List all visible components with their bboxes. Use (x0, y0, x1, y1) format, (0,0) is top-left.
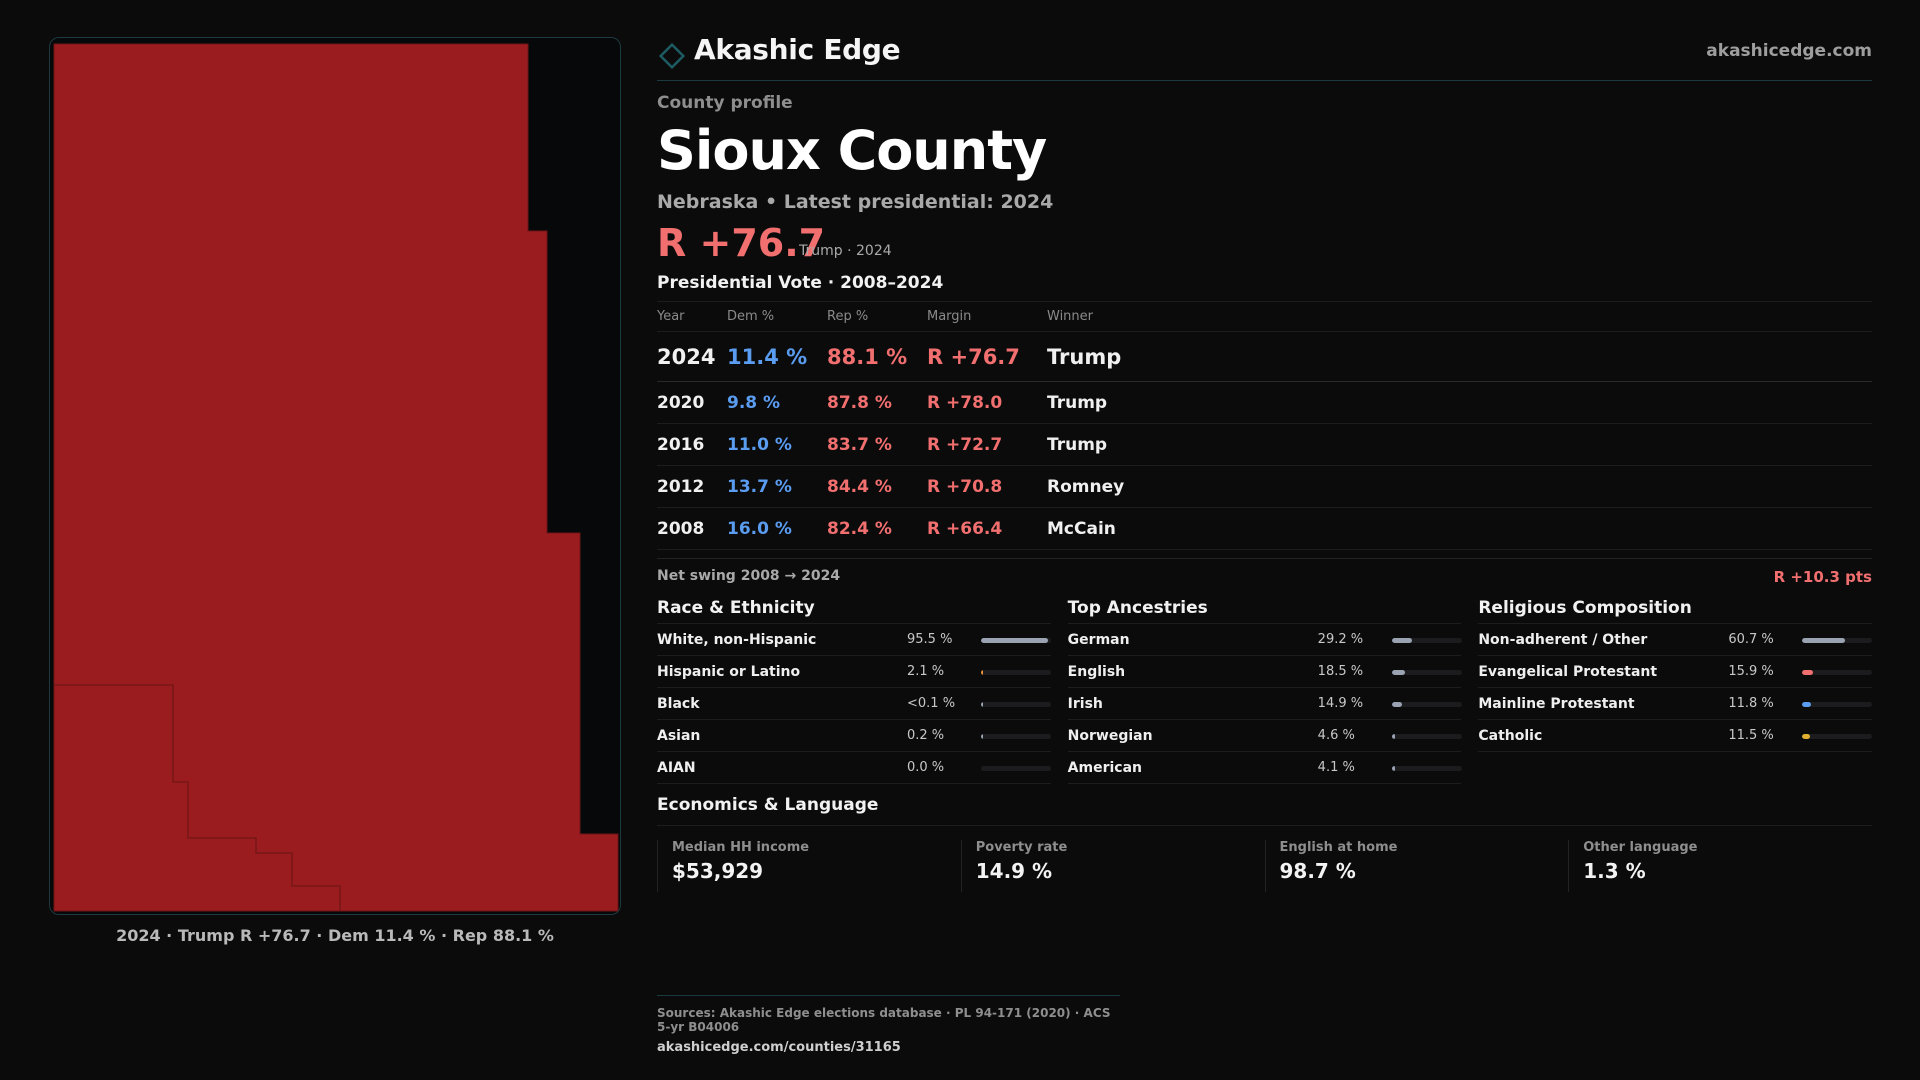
sources-footer (657, 995, 1120, 1055)
county-subtitle: Nebraska • Latest presidential: 2024 (657, 191, 1054, 213)
econ-cell (961, 840, 1265, 892)
swing-value: R +10.3 pts (1773, 568, 1872, 586)
stat-label: White, non-Hispanic (657, 632, 817, 648)
religion-title: Religious Composition (1478, 596, 1872, 624)
stat-value: 14.9 % (1317, 696, 1364, 711)
stat-value: 4.6 % (1317, 728, 1355, 743)
economics-title: Economics & Language (657, 792, 1872, 826)
stat-value: 11.8 % (1728, 696, 1774, 711)
county-shape (50, 38, 621, 915)
stat-row (657, 624, 1051, 656)
econ-value: 98.7 % (1279, 859, 1356, 883)
stat-row (657, 720, 1051, 752)
stat-bar-track (1802, 734, 1872, 739)
stat-row (657, 752, 1051, 784)
economics-grid (657, 840, 1872, 892)
profile-label: County profile (657, 93, 793, 113)
stat-bar-track (1392, 766, 1462, 771)
cell-winner: Trump (1047, 424, 1872, 466)
presidential-table (657, 301, 1872, 550)
stat-value: 15.9 % (1728, 664, 1774, 679)
econ-value: $53,929 (672, 859, 764, 883)
sources-url[interactable]: akashicedge.com/counties/31165 (657, 1040, 901, 1055)
page-title: Sioux County (657, 119, 1047, 182)
stat-value: 60.7 % (1728, 632, 1774, 647)
cell-margin: R +76.7 (927, 332, 1047, 382)
race-title: Race & Ethnicity (657, 596, 1051, 624)
cell-rep: 84.4 % (827, 466, 927, 508)
stat-bar-fill (1392, 734, 1395, 739)
stat-label: Asian (657, 728, 701, 744)
stat-bar-track (981, 766, 1051, 771)
stat-row (657, 688, 1051, 720)
stat-bar-fill (981, 734, 983, 739)
stat-bar-track (981, 702, 1051, 707)
stat-label: American (1067, 760, 1143, 776)
cell-rep: 83.7 % (827, 424, 927, 466)
cell-dem: 9.8 % (727, 382, 827, 424)
stat-bar-fill (1392, 766, 1395, 771)
race-block (657, 596, 1051, 784)
map-caption: 2024 · Trump R +76.7 · Dem 11.4 % · Rep 88.1 % (116, 926, 554, 945)
profile-panel (657, 33, 1872, 892)
stat-bar-track (1392, 734, 1462, 739)
stat-bar-track (1392, 638, 1462, 643)
econ-label: English at home (1279, 840, 1398, 855)
ancestry-title: Top Ancestries (1068, 596, 1462, 624)
stat-bar-track (1802, 638, 1872, 643)
stat-label: Catholic (1478, 728, 1543, 744)
cell-winner: Trump (1047, 332, 1872, 382)
ancestry-block (1068, 596, 1462, 784)
table-row (657, 332, 1872, 382)
brand-url[interactable]: akashicedge.com (1706, 41, 1872, 61)
header-year: Year (657, 302, 727, 332)
stat-bar-fill (1802, 702, 1810, 707)
cell-winner: Trump (1047, 382, 1872, 424)
cell-year: 2024 (657, 332, 727, 382)
stat-bar-fill (981, 670, 983, 675)
brand-name[interactable]: Akashic Edge (694, 33, 901, 66)
header-rep: Rep % (827, 302, 927, 332)
header (657, 33, 1872, 81)
stat-value: 11.5 % (1728, 728, 1774, 743)
stat-label: Hispanic or Latino (657, 664, 801, 680)
religion-block (1478, 596, 1872, 784)
stat-row (1068, 624, 1462, 656)
cell-rep: 82.4 % (827, 508, 927, 550)
stat-bar-fill (981, 638, 1048, 643)
cell-dem: 11.4 % (727, 332, 827, 382)
stat-row (1478, 624, 1872, 656)
stat-bar-fill (1802, 638, 1844, 643)
econ-label: Poverty rate (975, 840, 1068, 855)
stat-bar-fill (1802, 670, 1813, 675)
stat-row (1068, 720, 1462, 752)
stat-label: AIAN (657, 760, 696, 776)
diamond-logo-icon (659, 43, 685, 69)
stat-label: Norwegian (1067, 728, 1153, 744)
stat-row (1478, 688, 1872, 720)
stat-value: <0.1 % (907, 696, 956, 711)
swing-label: Net swing 2008 → 2024 (657, 568, 841, 584)
cell-year: 2008 (657, 508, 727, 550)
cell-dem: 16.0 % (727, 508, 827, 550)
stat-bar-fill (1392, 702, 1402, 707)
cell-winner: Romney (1047, 466, 1872, 508)
cell-margin: R +72.7 (927, 424, 1047, 466)
stat-label: English (1067, 664, 1126, 680)
table-row (657, 508, 1872, 550)
county-map[interactable] (49, 37, 621, 915)
stat-row (657, 656, 1051, 688)
stat-bar-track (981, 670, 1051, 675)
stat-value: 29.2 % (1317, 632, 1364, 647)
table-row (657, 382, 1872, 424)
stat-value: 18.5 % (1317, 664, 1364, 679)
cell-rep: 88.1 % (827, 332, 927, 382)
stat-bar-track (1802, 702, 1872, 707)
cell-margin: R +78.0 (927, 382, 1047, 424)
cell-dem: 11.0 % (727, 424, 827, 466)
presidential-title: Presidential Vote · 2008–2024 (657, 273, 944, 293)
stat-row (1068, 752, 1462, 784)
stat-label: Irish (1067, 696, 1103, 712)
stat-value: 95.5 % (907, 632, 953, 647)
margin-note: Trump · 2024 (799, 243, 892, 259)
net-swing (657, 558, 1872, 592)
econ-label: Median HH income (672, 840, 810, 855)
stat-label: Non-adherent / Other (1478, 632, 1648, 648)
margin-value: R +76.7 (657, 221, 826, 265)
stat-label: Mainline Protestant (1478, 696, 1635, 712)
table-row (657, 424, 1872, 466)
cell-margin: R +70.8 (927, 466, 1047, 508)
econ-value: 14.9 % (975, 859, 1053, 883)
stat-bar-fill (1392, 670, 1405, 675)
stat-bar-fill (1392, 638, 1412, 643)
econ-cell (1568, 840, 1872, 892)
stat-bar-track (1392, 670, 1462, 675)
margin-summary (657, 221, 1872, 267)
stat-row (1068, 656, 1462, 688)
table-row (657, 466, 1872, 508)
stat-label: Black (657, 696, 700, 712)
econ-cell (657, 840, 961, 892)
header-dem: Dem % (727, 302, 827, 332)
cell-margin: R +66.4 (927, 508, 1047, 550)
stat-row (1068, 688, 1462, 720)
cell-year: 2016 (657, 424, 727, 466)
stat-bar-fill (981, 702, 983, 707)
stat-label: German (1067, 632, 1130, 648)
stat-value: 0.0 % (907, 760, 945, 775)
stat-value: 0.2 % (907, 728, 945, 743)
stat-bar-track (1802, 670, 1872, 675)
sources-line: Sources: Akashic Edge elections database · PL 94-171 (2020) · ACS 5-yr B04006 (657, 1006, 1111, 1034)
stat-row (1478, 656, 1872, 688)
econ-value: 1.3 % (1583, 859, 1646, 883)
header-margin: Margin (927, 302, 1047, 332)
stat-value: 2.1 % (907, 664, 945, 679)
header-winner: Winner (1047, 302, 1872, 332)
econ-label: Other language (1583, 840, 1698, 855)
stat-bar-track (981, 734, 1051, 739)
stat-bar-track (981, 638, 1051, 643)
cell-year: 2020 (657, 382, 727, 424)
cell-rep: 87.8 % (827, 382, 927, 424)
stat-bar-track (1392, 702, 1462, 707)
stat-value: 4.1 % (1317, 760, 1355, 775)
stat-label: Evangelical Protestant (1478, 664, 1658, 680)
demographics (657, 596, 1872, 784)
cell-dem: 13.7 % (727, 466, 827, 508)
stat-row (1478, 720, 1872, 752)
cell-year: 2012 (657, 466, 727, 508)
cell-winner: McCain (1047, 508, 1872, 550)
econ-cell (1265, 840, 1569, 892)
stat-bar-fill (1802, 734, 1810, 739)
